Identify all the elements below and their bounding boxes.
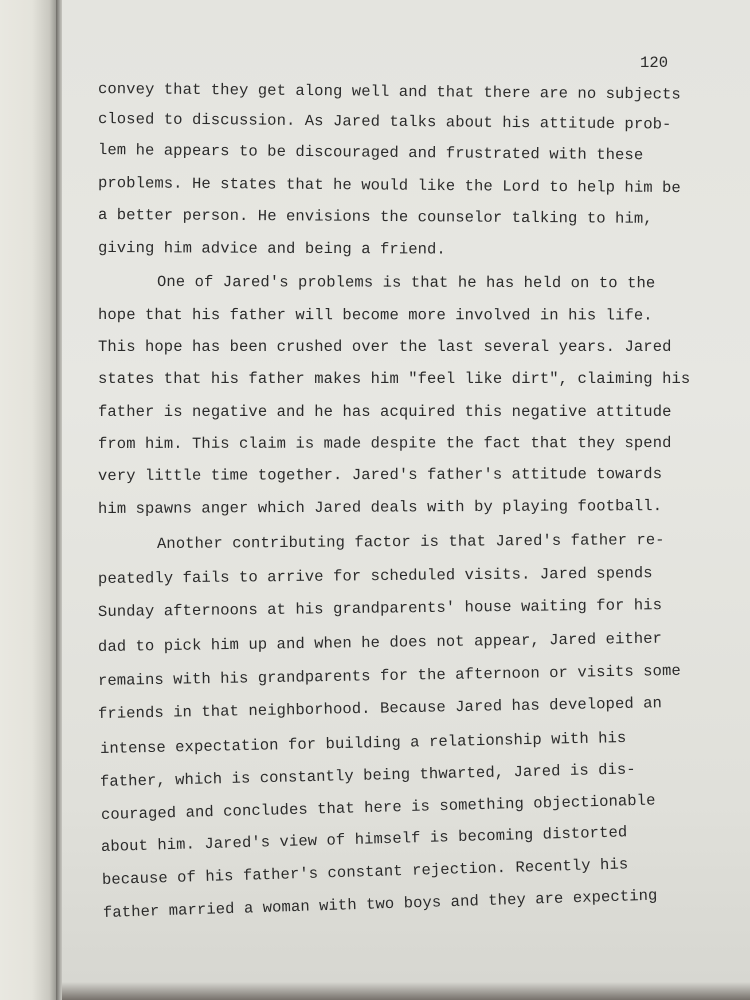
- text-line: about him. Jared's view of himself is becoming distorted: [100, 823, 628, 856]
- text-line: father, which is constantly being thwarted, Jared is dis-: [99, 760, 636, 791]
- text-line: One of Jared's problems is that he has held on to the: [156, 273, 656, 293]
- text-line: very little time together. Jared's father's attitude towards: [97, 465, 663, 485]
- text-line: giving him advice and being a friend.: [97, 239, 446, 259]
- text-line: This hope has been crushed over the last several years. Jared: [98, 338, 672, 356]
- text-line: peatedly fails to arrive for scheduled visits. Jared spends: [97, 564, 653, 588]
- text-line: because of his father's constant rejection. Recently his: [101, 855, 629, 889]
- text-line: convey that they get along well and that there are no subjects: [97, 80, 681, 104]
- text-line: Sunday afternoons at his grandparents' house waiting for his: [97, 596, 663, 621]
- text-line: lem he appears to be discouraged and frustrated with these: [97, 141, 644, 165]
- text-line: hope that his father will become more involved in his life.: [97, 306, 653, 325]
- text-line: him spawns anger which Jared deals with by playing football.: [97, 497, 663, 518]
- text-line: closed to discussion. As Jared talks about his attitude prob-: [97, 110, 672, 134]
- text-line: father married a woman with two boys and they are expecting: [102, 886, 658, 922]
- text-line: friends in that neighborhood. Because Jared has developed an: [97, 694, 663, 723]
- text-line: a better person. He envisions the counselor talking to him,: [97, 206, 653, 228]
- text-line: problems. He states that he would like the Lord to help him be: [97, 174, 681, 198]
- text-line: father is negative and he has acquired this negative attitude: [98, 403, 672, 421]
- text-line: remains with his grandparents for the afternoon or visits some: [97, 661, 681, 690]
- text-line: couraged and concludes that here is something objectionable: [100, 791, 656, 824]
- text-line: from him. This claim is made despite the fact that they spend: [97, 433, 672, 453]
- text-line: intense expectation for building a relationship with his: [99, 728, 627, 758]
- page-number: 120: [640, 54, 669, 72]
- text-line: dad to pick him up and when he does not appear, Jared either: [97, 629, 663, 656]
- text-line: states that his father makes him "feel like dirt", claiming his: [98, 370, 691, 388]
- text-line: Another contributing factor is that Jared's father re-: [156, 531, 665, 553]
